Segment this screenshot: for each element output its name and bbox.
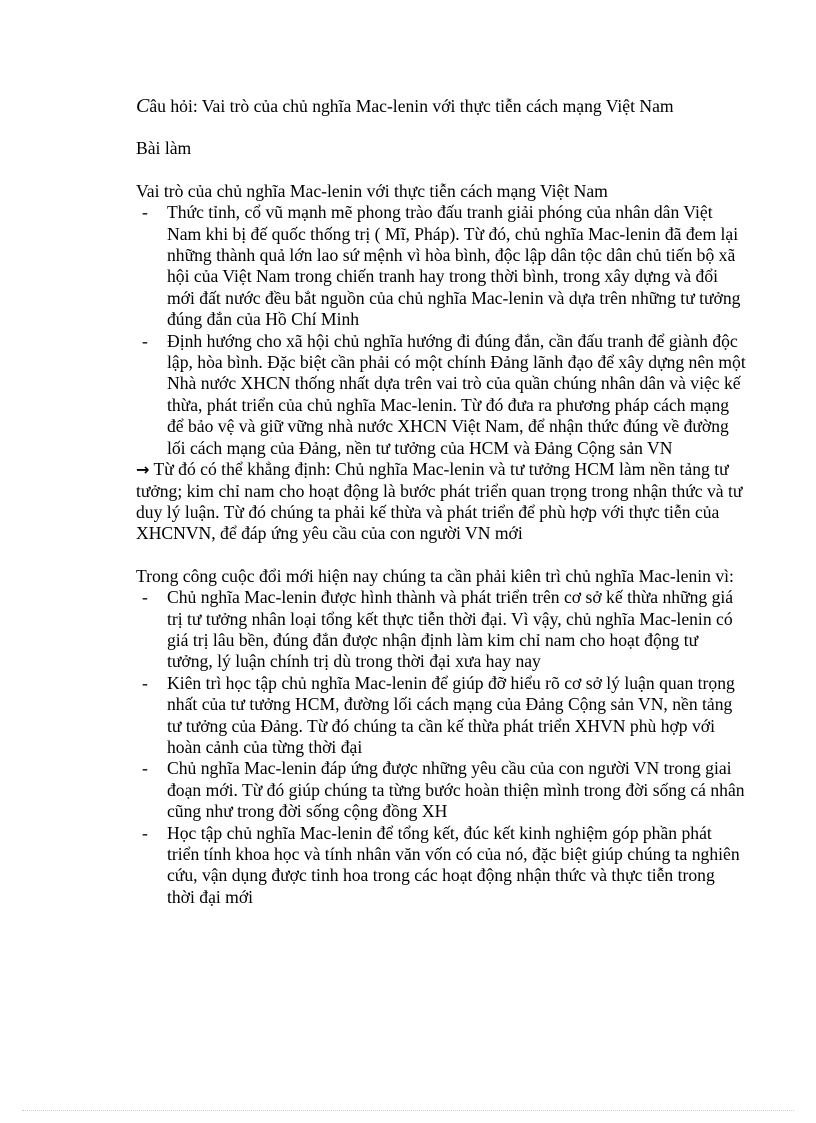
list-item [136, 823, 746, 909]
section1-list [136, 202, 746, 459]
list-item [136, 202, 746, 330]
list-item-text: Định hướng cho xã hội chủ nghĩa hướng đi đúng đắn, cần đấu tranh để giành độc lập, hòa bình. Đặc biệt cần phải có một chính Đảng lãnh đạo để xây dựng nên một Nhà nước XHCN thống nhất dựa trên vai trò của quần chúng nhân dân và việc kế thừa, phát triển của chủ nghĩa Mac-lenin. Từ đó đưa ra phương pháp cách mạng để bảo vệ và giữ vững nhà nước XHCN Việt Nam, để nhận thức đúng về đường lối cách mạng của Đảng, nền tư tưởng của HCM và Đảng Cộng sản VN [167, 330, 746, 458]
list-item-text: Chủ nghĩa Mac-lenin được hình thành và phát triển trên cơ sở kế thừa những giá trị tư tưởng nhân loại tổng kết thực tiễn thời đại. Vì vậy, chủ nghĩa Mac-lenin có giá trị lâu bền, đúng đắn được nhận định làm kim chỉ nam cho hoạt động tư tưởng, lý luận chính trị dù trong thời đại xưa hay nay [167, 587, 734, 672]
question-dropcap: C [136, 95, 150, 117]
bullet-dash: - [142, 587, 148, 608]
section2-list [136, 587, 746, 908]
question-text: âu hỏi: Vai trò của chủ nghĩa Mac-lenin với thực tiễn cách mạng Việt Nam [149, 96, 674, 116]
list-item-text: Chủ nghĩa Mac-lenin đáp ứng được những yêu cầu của con người VN trong giai đoạn mới. Từ đó giúp chúng ta từng bước hoàn thiện mình trong đời sống cá nhân cũng như trong đời sống cộng đồng XH [167, 758, 745, 822]
conclusion-paragraph [136, 459, 746, 545]
list-item-text: Thức tỉnh, cổ vũ mạnh mẽ phong trào đấu tranh giải phóng của nhân dân Việt Nam khi bị đế quốc thống trị ( Mĩ, Pháp). Từ đó, chủ nghĩa Mac-lenin đã đem lại những thành quả lớn lao sứ mệnh vì hòa bình, độc lập dân tộc dân chủ tiến bộ xã hội của Việt Nam trong chiến tranh hay trong thời bình, trong xây dựng và đổi mới đất nước đều bắt nguồn của chủ nghĩa Mac-lenin và dựa trên những tư tưởng đúng đắn của Hồ Chí Minh [167, 202, 741, 330]
bullet-dash: - [142, 330, 148, 351]
list-item [136, 331, 746, 459]
bullet-dash: - [142, 758, 148, 779]
bullet-dash: - [142, 202, 148, 223]
section1-title: Vai trò của chủ nghĩa Mac-lenin với thực tiễn cách mạng Việt Nam [136, 180, 608, 201]
section2-title: Trong công cuộc đổi mới hiện nay chúng ta cần phải kiên trì chủ nghĩa Mac-lenin vì: [136, 565, 734, 586]
list-item-text: Học tập chủ nghĩa Mac-lenin để tổng kết, đúc kết kinh nghiệm góp phần phát triển tính khoa học và tính nhân văn vốn có của nó, đặc biệt giúp chúng ta nghiên cứu, vận dụng được tinh hoa trong các hoạt động nhận thức và thực tiễn trong thời đại mới [167, 822, 740, 907]
list-item [136, 587, 746, 673]
list-item-text: Kiên trì học tập chủ nghĩa Mac-lenin để giúp đỡ hiểu rõ cơ sở lý luận quan trọng nhất của tư tưởng HCM, đường lối cách mạng của Đảng Cộng sản VN, nền tảng tư tưởng của Đảng. Từ đó chúng ta cần kế thừa phát triển XHVN phù hợp với hoàn cảnh của từng thời đại [167, 672, 735, 757]
list-item [136, 673, 746, 759]
bullet-dash: - [142, 822, 148, 843]
conclusion-text: Từ đó có thể khẳng định: Chủ nghĩa Mac-lenin và tư tưởng HCM làm nền tảng tư tưởng; kim chỉ nam cho hoạt động là bước phát triển quan trọng trong nhận thức và tư duy lý luận. Từ đó chúng ta phải kế thừa và phát triển để phù hợp với thực tiễn của XHCNVN, để đáp ứng yêu cầu của con người VN mới [136, 459, 743, 544]
arrow-right-icon: → [136, 460, 150, 480]
page-bottom-rule [22, 1110, 794, 1111]
bullet-dash: - [142, 672, 148, 693]
list-item [136, 758, 746, 822]
document-body [136, 96, 746, 908]
question-line [136, 96, 746, 117]
answer-heading: Bài làm [136, 138, 192, 159]
